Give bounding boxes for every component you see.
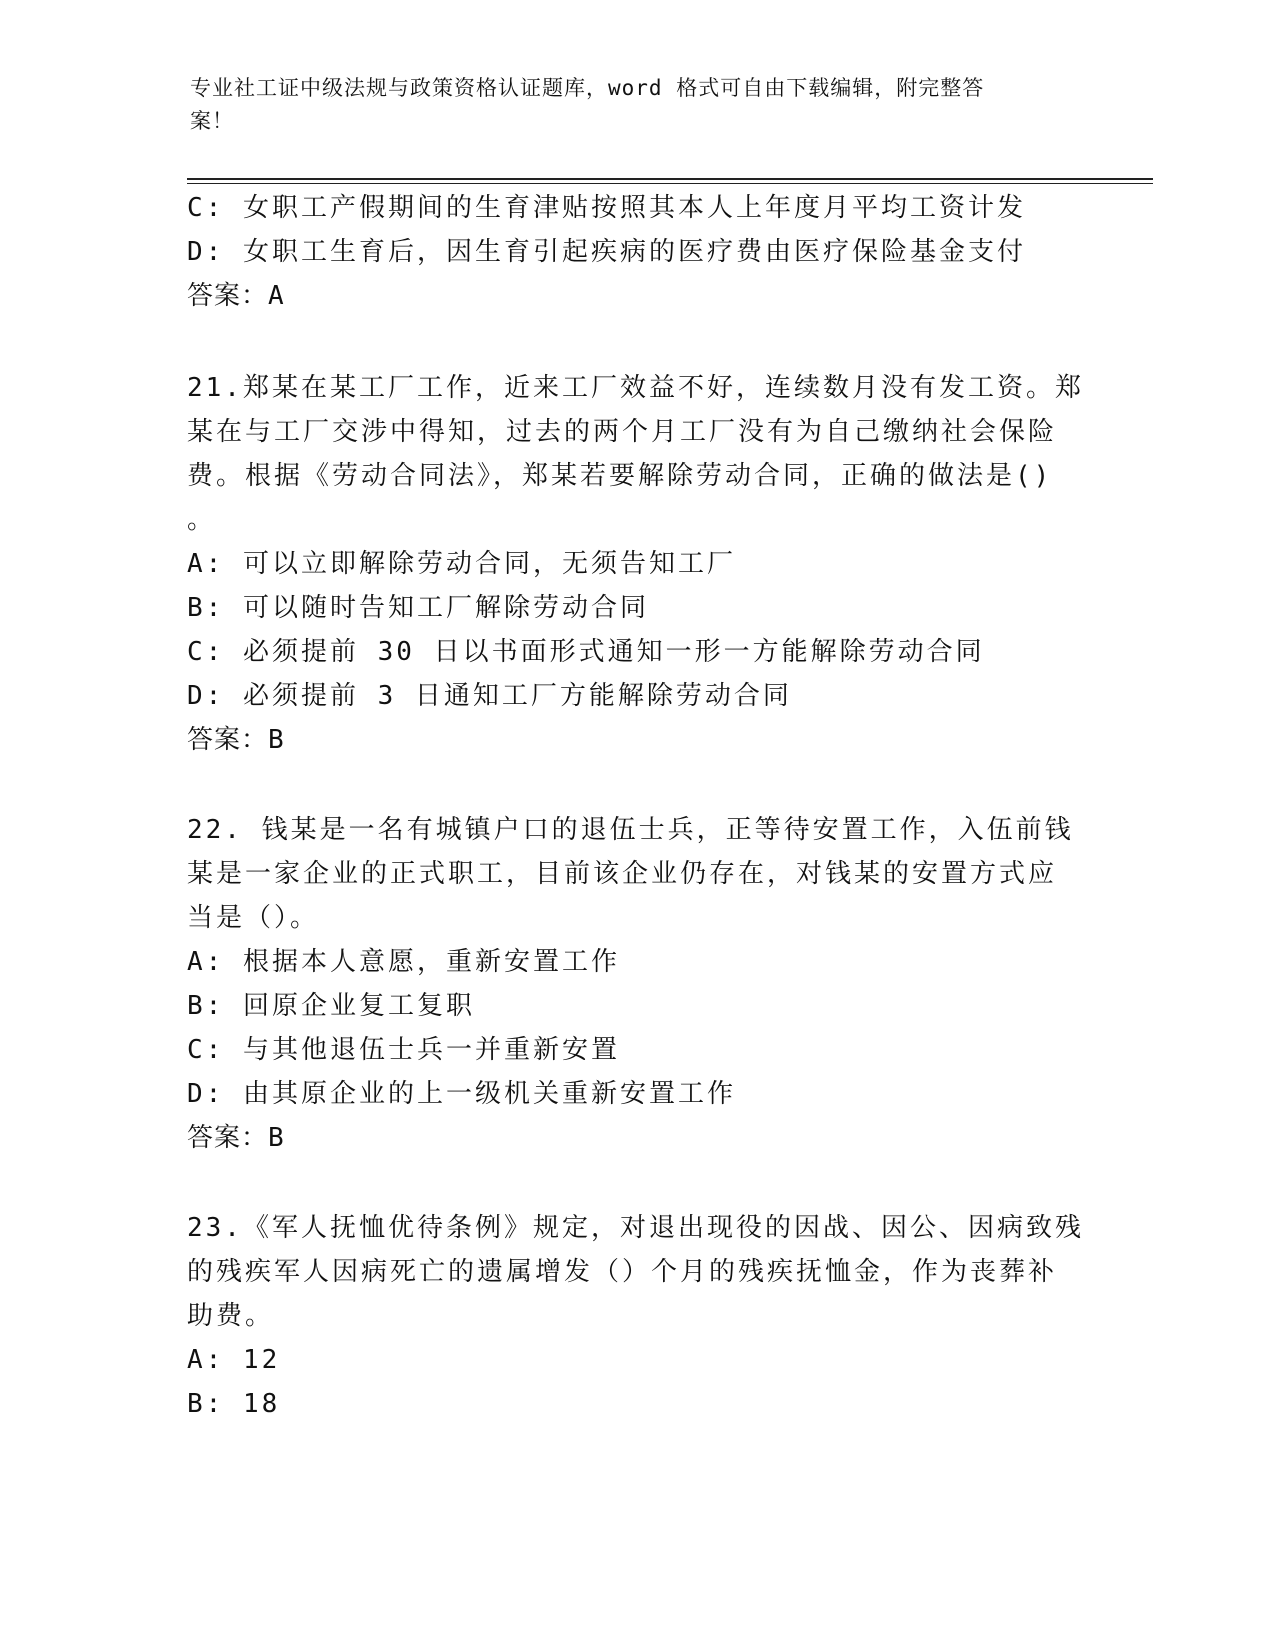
header-rule-thick	[187, 178, 1153, 180]
q23-stem-line-3: 助费。	[187, 1301, 275, 1331]
q21-option-d: D: 必须提前 3 日通知工厂方能解除劳动合同	[187, 681, 792, 711]
q20-option-c: C: 女职工产假期间的生育津贴按照其本人上年度月平均工资计发	[187, 193, 1026, 223]
q21-stem-line-2: 某在与工厂交涉中得知，过去的两个月工厂没有为自己缴纳社会保险	[187, 417, 1058, 447]
q21-option-b: B: 可以随时告知工厂解除劳动合同	[187, 593, 649, 623]
q21-stem-line-3: 费。根据《劳动合同法》，郑某若要解除劳动合同，正确的做法是()	[187, 461, 1053, 491]
q22-stem-line-3: 当是（）。	[187, 903, 320, 933]
q20-option-d: D: 女职工生育后，因生育引起疾病的医疗费由医疗保险基金支付	[187, 237, 1026, 267]
q22-option-d: D: 由其原企业的上一级机关重新安置工作	[187, 1079, 736, 1109]
header-line-2: 案！	[190, 109, 234, 133]
document-header	[190, 72, 1090, 138]
q21-option-c: C: 必须提前 30 日以书面形式通知一形一方能解除劳动合同	[187, 637, 985, 667]
q21-option-a: A: 可以立即解除劳动合同，无须告知工厂	[187, 549, 736, 579]
header-rule-thin	[187, 183, 1153, 184]
q21-stem-line-1: 21.郑某在某工厂工作，近来工厂效益不好，连续数月没有发工资。郑	[187, 373, 1084, 403]
q22-answer: 答案：B	[187, 1123, 285, 1153]
q22-stem-line-2: 某是一家企业的正式职工，目前该企业仍存在，对钱某的安置方式应	[187, 859, 1058, 889]
q23-option-a: A: 12	[187, 1345, 281, 1375]
header-line-1: 专业社工证中级法规与政策资格认证题库，word 格式可自由下载编辑，附完整答	[190, 76, 985, 100]
q23-stem-line-1: 23.《军人抚恤优待条例》规定，对退出现役的因战、因公、因病致残	[187, 1213, 1084, 1243]
q22-option-a: A: 根据本人意愿，重新安置工作	[187, 947, 620, 977]
q22-stem-line-1: 22. 钱某是一名有城镇户口的退伍士兵，正等待安置工作，入伍前钱	[187, 815, 1074, 845]
q22-option-c: C: 与其他退伍士兵一并重新安置	[187, 1035, 620, 1065]
q21-stem-line-4: 。	[187, 505, 217, 535]
q20-answer: 答案：A	[187, 281, 285, 311]
q23-stem-line-2: 的残疾军人因病死亡的遗属增发（）个月的残疾抚恤金，作为丧葬补	[187, 1257, 1058, 1287]
q23-option-b: B: 18	[187, 1389, 281, 1419]
q21-answer: 答案：B	[187, 725, 285, 755]
q22-option-b: B: 回原企业复工复职	[187, 991, 475, 1021]
